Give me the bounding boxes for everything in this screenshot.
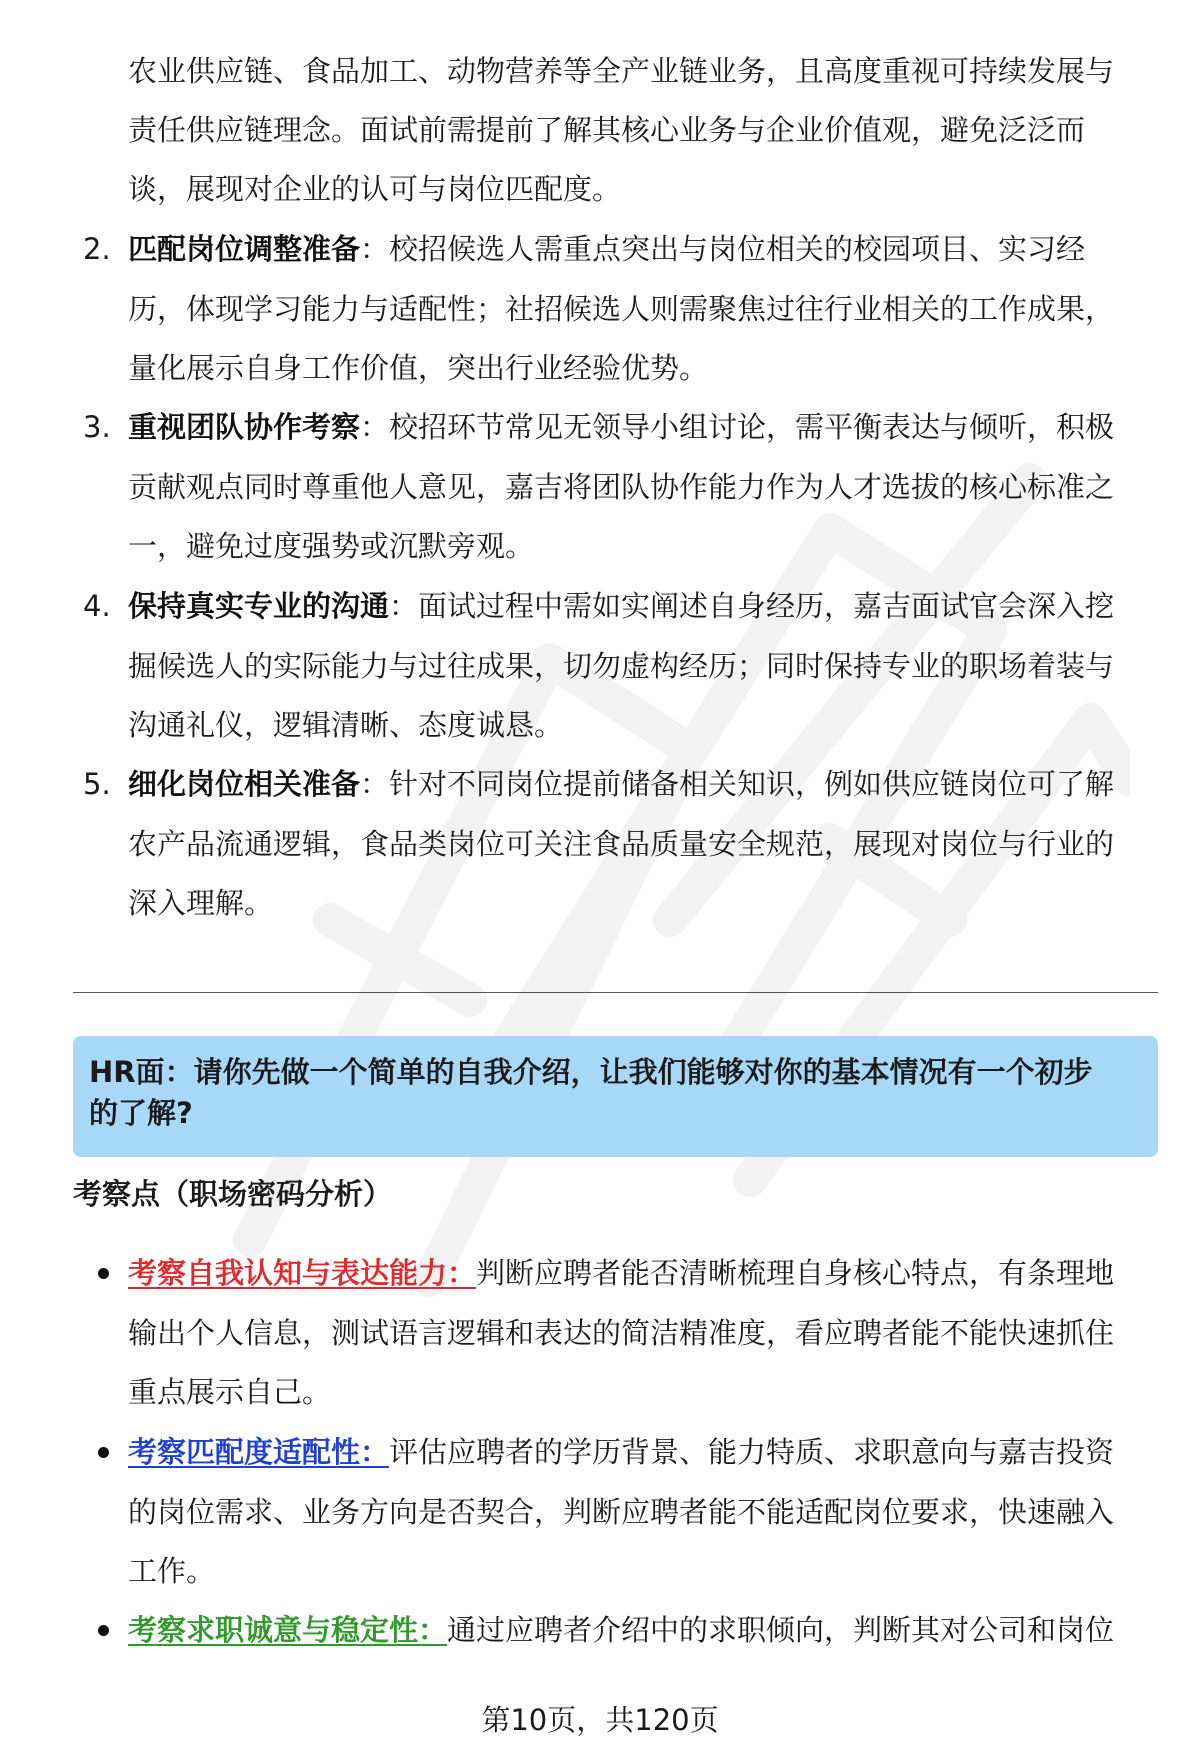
key-point-text: 的岗位需求、业务方向是否契合，判断应聘者能不能适配岗位要求，快速融入	[128, 1494, 1115, 1529]
question-line: HR面：请你先做一个简单的自我介绍，让我们能够对你的基本情况有一个初步	[89, 1055, 1093, 1089]
key-point-text: 输出个人信息，测试语言逻辑和表达的简洁精准度，看应聘者能不能快速抓住	[128, 1315, 1115, 1350]
key-point-title: 考察自我认知与表达能力：	[128, 1256, 477, 1290]
section-divider	[73, 992, 1158, 993]
tip-text: 量化展示自身工作价值，突出行业经验优势。	[128, 351, 709, 385]
key-point-text: 判断应聘者能否清晰梳理自身核心特点，有条理地	[476, 1256, 1115, 1290]
tip-item	[83, 398, 1143, 577]
tip-item	[83, 755, 1143, 934]
tip-item	[83, 577, 1143, 756]
intro-line: 责任供应链理念。面试前需提前了解其核心业务与企业价值观，避免泛泛而	[128, 113, 1086, 147]
tip-number: 3.	[83, 410, 111, 444]
tip-title: 保持真实专业的沟通	[128, 589, 390, 623]
tip-text: ：校招环节常见无领导小组讨论，需平衡表达与倾听，积极	[360, 410, 1115, 444]
bullet-icon	[98, 1268, 109, 1279]
tip-text: 农产品流通逻辑，食品类岗位可关注食品质量安全规范，展现对岗位与行业的	[128, 826, 1115, 861]
tip-text: ：校招候选人需重点突出与岗位相关的校园项目、实习经	[360, 232, 1086, 266]
question-box	[73, 1036, 1158, 1157]
tip-text: 历，体现学习能力与适配性；社招候选人则需聚焦过往行业相关的工作成果，	[128, 291, 1115, 326]
intro-line: 农业供应链、食品加工、动物营养等全产业链业务，且高度重视可持续发展与	[128, 54, 1115, 88]
intro-line: 谈，展现对企业的认可与岗位匹配度。	[128, 172, 622, 206]
tip-text: 贡献观点同时尊重他人意见，嘉吉将团队协作能力作为人才选拔的核心标准之	[128, 469, 1115, 504]
tip-item	[83, 220, 1143, 399]
key-point-title: 考察匹配度适配性：	[128, 1435, 390, 1469]
key-point-text: 通过应聘者介绍中的求职倾向，判断其对公司和岗位	[447, 1613, 1115, 1647]
tip-title: 重视团队协作考察	[128, 410, 361, 444]
key-point-item	[128, 1244, 1143, 1423]
key-point-text: 评估应聘者的学历背景、能力特质、求职意向与嘉吉投资	[389, 1435, 1115, 1469]
tip-text: 一，避免过度强势或沉默旁观。	[128, 529, 535, 563]
tip-text: ：面试过程中需如实阐述自身经历，嘉吉面试官会深入挖	[389, 589, 1115, 623]
section-heading: 考察点（职场密码分析）	[73, 1177, 393, 1211]
key-point-text: 工作。	[128, 1554, 216, 1588]
tip-text: 深入理解。	[128, 886, 274, 920]
key-point-title: 考察求职诚意与稳定性：	[128, 1613, 448, 1647]
bullet-icon	[98, 1625, 109, 1636]
key-point-text: 重点展示自己。	[128, 1375, 332, 1409]
tip-title: 细化岗位相关准备	[128, 767, 361, 801]
tip-title: 匹配岗位调整准备	[128, 232, 361, 266]
tip-number: 5.	[83, 767, 111, 801]
question-text	[89, 1052, 1142, 1134]
bullet-icon	[98, 1447, 109, 1458]
tip-number: 2.	[83, 232, 111, 266]
tip-number: 4.	[83, 589, 111, 623]
tip-text: ：针对不同岗位提前储备相关知识，例如供应链岗位可了解	[360, 767, 1115, 801]
page-footer: 第10页，共120页	[481, 1703, 719, 1737]
question-line: 的了解?	[89, 1096, 193, 1130]
tip-text: 掘候选人的实际能力与过往成果，切勿虚构经历；同时保持专业的职场着装与	[128, 648, 1115, 683]
tip-text: 沟通礼仪，逻辑清晰、态度诚恳。	[128, 708, 564, 742]
key-point-item	[128, 1601, 1143, 1661]
key-point-item	[128, 1423, 1143, 1602]
